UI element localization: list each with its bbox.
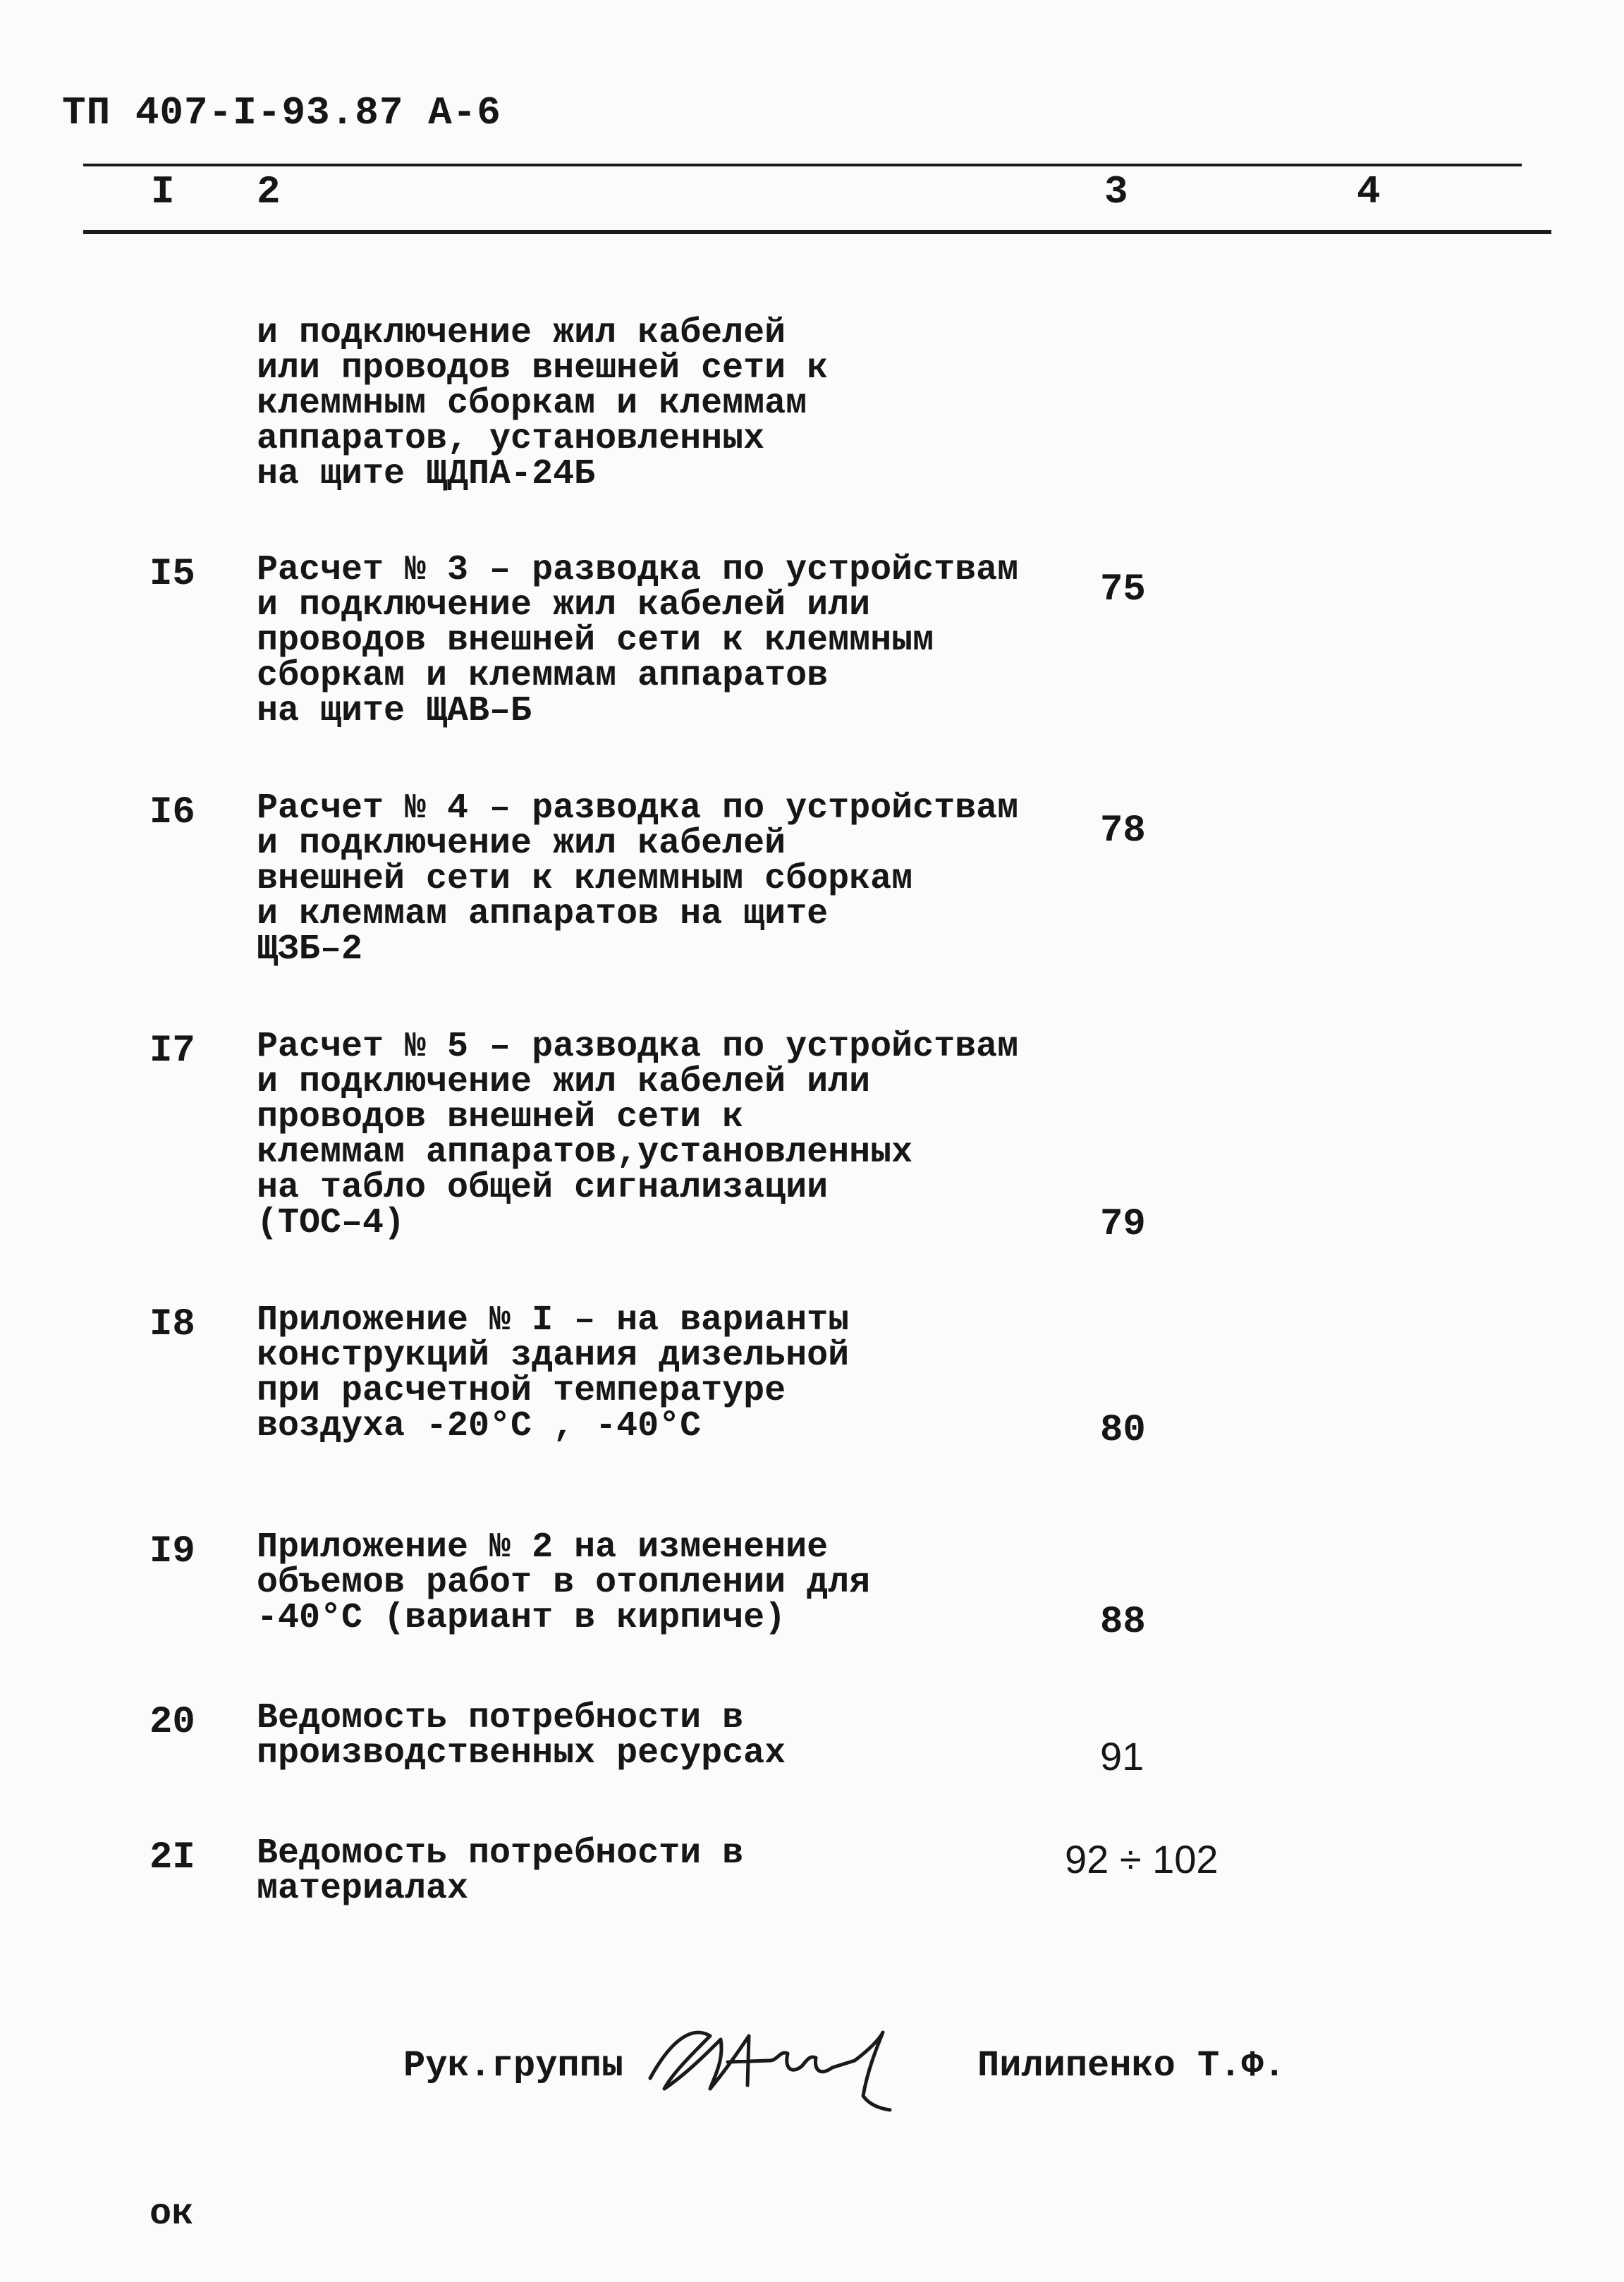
entry-title: Приложение № 2 на изменение объемов работ в отоплении для -40°С (вариант в кирпиче) bbox=[257, 1527, 871, 1638]
continued-entry-text: и подключение жил кабелей или проводов внешней сети к клеммным сборкам и клеммам аппаратов, установленных на щите ЩДПА-24Б bbox=[257, 313, 829, 494]
signature-label: Рук.группы bbox=[403, 2045, 624, 2087]
entry-title: Расчет № 5 – разводка по устройствам и подключение жил кабелей или проводов внешней сети к клеммам аппаратов,установленных на табло общей сигнализации (ТОС–4) bbox=[257, 1027, 1019, 1243]
header-rule-bottom bbox=[83, 230, 1551, 234]
entry-title: Расчет № 3 – разводка по устройствам и подключение жил кабелей или проводов внешней сети к клеммным сборкам и клеммам аппаратов на щите ЩАВ–Б bbox=[257, 550, 1019, 731]
entry-page: 78 bbox=[1100, 810, 1146, 853]
entry-title: Приложение № I – на варианты конструкций здания дизельной при расчетной температуре воздуха -20°С , -40°С bbox=[257, 1300, 850, 1446]
entry-number: I5 bbox=[149, 553, 195, 596]
signer-name: Пилипенко Т.Ф. bbox=[977, 2045, 1286, 2087]
column-header-3: 3 bbox=[1104, 169, 1128, 214]
entry-number: I9 bbox=[149, 1530, 195, 1573]
handwritten-signature bbox=[643, 2011, 897, 2117]
entry-page: 79 bbox=[1100, 1203, 1146, 1246]
entry-title: Ведомость потребности в материалах bbox=[257, 1833, 744, 1909]
column-header-4: 4 bbox=[1357, 169, 1381, 214]
entry-number: 2I bbox=[149, 1836, 195, 1879]
entry-page: 80 bbox=[1100, 1409, 1146, 1452]
document-code: ТП 407-I-93.87 А-6 bbox=[62, 90, 501, 135]
column-header-2: 2 bbox=[257, 169, 281, 214]
entry-number: 20 bbox=[149, 1701, 195, 1744]
entry-number: I6 bbox=[149, 791, 195, 834]
entry-page: 75 bbox=[1100, 568, 1146, 611]
entry-page: 88 bbox=[1100, 1601, 1146, 1644]
entry-number: I8 bbox=[149, 1303, 195, 1346]
column-header-1: I bbox=[151, 169, 175, 214]
entry-page: 91 bbox=[1100, 1734, 1144, 1778]
entry-title: Ведомость потребности в производственных ресурсах bbox=[257, 1698, 786, 1774]
entry-number: I7 bbox=[149, 1030, 195, 1073]
entry-title: Расчет № 4 – разводка по устройствам и подключение жил кабелей внешней сети к клеммным сборкам и клеммам аппаратов на щите ЩЗБ–2 bbox=[257, 788, 1019, 970]
ok-mark: ок bbox=[149, 2193, 194, 2235]
entry-page: 92 ÷ 102 bbox=[1065, 1837, 1219, 1881]
header-rule-top bbox=[83, 164, 1522, 166]
